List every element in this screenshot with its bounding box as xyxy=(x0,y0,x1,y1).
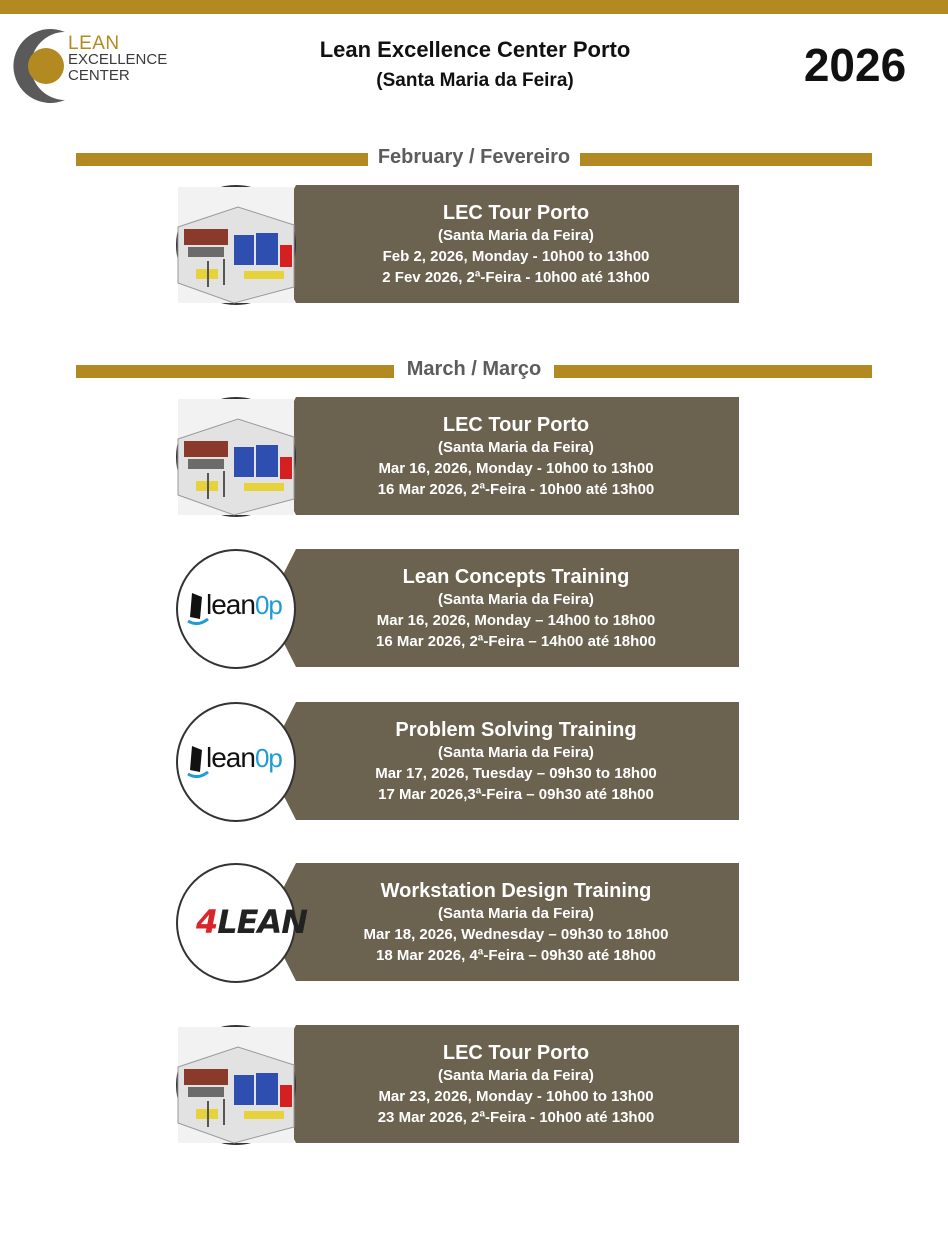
leanop-logo xyxy=(206,589,282,621)
event-card[interactable] xyxy=(176,549,739,667)
lec-logo-text xyxy=(68,33,168,84)
event-date-pt: 18 Mar 2026, 4ª-Feira – 09h30 até 18h00 xyxy=(376,947,656,964)
month-label: March / Março xyxy=(406,358,542,380)
event-text xyxy=(316,185,716,303)
event-card[interactable] xyxy=(176,863,739,981)
month-heading-march xyxy=(76,358,872,380)
leanop-mark-icon xyxy=(188,593,208,627)
event-text xyxy=(316,549,716,667)
event-location: (Santa Maria da Feira) xyxy=(438,905,594,922)
event-text xyxy=(316,863,716,981)
event-date-pt: 2 Fev 2026, 2ª-Feira - 10h00 até 13h00 xyxy=(382,269,650,286)
top-accent-bar xyxy=(0,0,948,14)
event-card[interactable] xyxy=(176,185,739,303)
event-title: Lean Concepts Training xyxy=(402,566,630,588)
factory-floor-icon xyxy=(178,187,294,303)
event-title: Problem Solving Training xyxy=(395,719,637,741)
event-thumbnail xyxy=(176,397,296,517)
logo-line-2: EXCELLENCE xyxy=(68,51,168,68)
leanop-logo xyxy=(206,742,282,774)
event-thumbnail xyxy=(176,549,296,669)
month-label: February / Fevereiro xyxy=(377,146,571,168)
event-date-pt: 17 Mar 2026,3ª-Feira – 09h30 até 18h00 xyxy=(378,786,654,803)
event-location: (Santa Maria da Feira) xyxy=(438,1067,594,1084)
event-title: LEC Tour Porto xyxy=(442,202,590,224)
event-text xyxy=(316,397,716,515)
event-text xyxy=(316,1025,716,1143)
factory-floor-icon xyxy=(178,399,294,515)
event-location: (Santa Maria da Feira) xyxy=(438,227,594,244)
leanop-mark-icon xyxy=(188,746,208,780)
factory-floor-icon xyxy=(178,1027,294,1143)
event-thumbnail xyxy=(176,1025,296,1145)
event-date-en: Mar 18, 2026, Wednesday – 09h30 to 18h00 xyxy=(363,926,669,943)
event-date-en: Mar 16, 2026, Monday – 14h00 to 18h00 xyxy=(376,612,656,629)
event-date-en: Mar 17, 2026, Tuesday – 09h30 to 18h00 xyxy=(375,765,657,782)
event-thumbnail xyxy=(176,185,296,305)
event-thumbnail xyxy=(176,863,308,983)
event-date-en: Mar 16, 2026, Monday - 10h00 to 13h00 xyxy=(378,460,654,477)
event-card[interactable] xyxy=(176,397,739,515)
4lean-logo-main: LEAN xyxy=(217,903,308,941)
page-title: Lean Excellence Center Porto xyxy=(319,37,631,62)
year-label: 2026 xyxy=(803,39,907,91)
event-date-pt: 16 Mar 2026, 2ª-Feira - 10h00 até 13h00 xyxy=(377,481,655,498)
event-title: Workstation Design Training xyxy=(380,880,652,902)
4lean-logo xyxy=(196,903,307,941)
leanop-logo-accent: 0p xyxy=(254,590,282,620)
event-title: LEC Tour Porto xyxy=(442,414,590,436)
4lean-logo-accent: 4 xyxy=(196,903,218,941)
event-title: LEC Tour Porto xyxy=(442,1042,590,1064)
event-date-pt: 23 Mar 2026, 2ª-Feira - 10h00 até 13h00 xyxy=(377,1109,655,1126)
event-card[interactable] xyxy=(176,702,739,820)
logo-line-3: CENTER xyxy=(68,67,130,84)
event-text xyxy=(316,702,716,820)
event-card[interactable] xyxy=(176,1025,739,1143)
event-location: (Santa Maria da Feira) xyxy=(438,439,594,456)
leanop-logo-main: lean xyxy=(206,742,255,773)
event-location: (Santa Maria da Feira) xyxy=(438,744,594,761)
event-thumbnail xyxy=(176,702,296,822)
leanop-logo-main: lean xyxy=(206,589,255,620)
lec-logo xyxy=(10,26,200,106)
event-date-en: Feb 2, 2026, Monday - 10h00 to 13h00 xyxy=(382,248,650,265)
logo-line-1: LEAN xyxy=(68,33,120,54)
leanop-logo-accent: 0p xyxy=(254,743,282,773)
event-date-pt: 16 Mar 2026, 2ª-Feira – 14h00 até 18h00 xyxy=(376,633,656,650)
event-location: (Santa Maria da Feira) xyxy=(438,591,594,608)
lec-logo-icon xyxy=(10,26,70,106)
event-date-en: Mar 23, 2026, Monday - 10h00 to 13h00 xyxy=(378,1088,654,1105)
month-heading-february xyxy=(76,146,872,168)
page-subtitle: (Santa Maria da Feira) xyxy=(376,70,574,91)
